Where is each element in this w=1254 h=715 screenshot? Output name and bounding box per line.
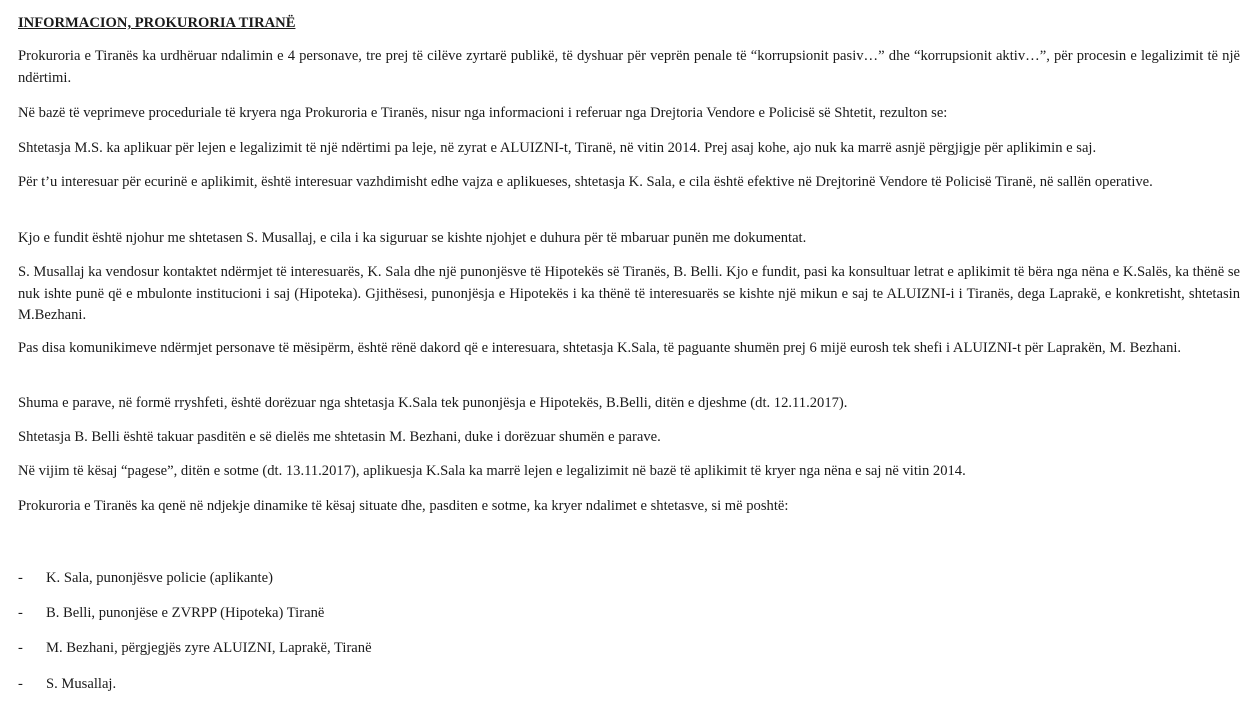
list-item-text: K. Sala, punonjësve policie (aplikante) bbox=[46, 570, 273, 586]
paragraph-7: Pas disa komunikimeve ndërmjet personave të mësipërm, është rënë dakord që e interesuara, shtetasja K.Sala, të paguante shumën prej 6 mijë eurosh tek shefi i ALUIZNI-t për Laprakën, M. Bezhani. bbox=[18, 340, 1182, 356]
list-item-text: S. Musallaj. bbox=[46, 676, 117, 692]
paragraph-8: Shuma e parave, në formë rryshfeti, është dorëzuar nga shtetasja K.Sala tek punonjësja e Hipotekës, B.Belli, ditën e djeshme (dt. 12.11.2017). bbox=[18, 395, 848, 411]
list-dash: - bbox=[18, 570, 23, 586]
list-item-2 bbox=[18, 603, 324, 623]
paragraph-9: Shtetasja B. Belli është takuar pasditën e së dielës me shtetasin M. Bezhani, duke i dorëzuar shumën e parave. bbox=[18, 429, 661, 445]
paragraph-6: S. Musallaj ka vendosur kontaktet ndërmjet të interesuarës, K. Sala dhe një punonjësve të Hipotekës së Tiranës, B. Belli. Kjo e fundit, pasi ka konsultuar letrat e aplikimit të bëra nga nëna e K.Salës, ka thënë se nuk ishte punë që e mbulonte institucioni i saj (Hipoteka). Gjithësesi, punonjësja e Hipotekës i ka thënë të interesuarës se kishte një mikun e saj te ALUIZNI-i i Tiranës, dega Laprakë, e konkretisht, shtetasin M.Bezhani. bbox=[18, 264, 1240, 323]
list-dash: - bbox=[18, 676, 23, 692]
list-item-4 bbox=[18, 674, 116, 694]
paragraph-1: Prokuroria e Tiranës ka urdhëruar ndalimin e 4 personave, tre prej të cilëve zyrtarë publikë, të dyshuar për veprën penale të “korrupsionit pasiv…” dhe “korrupsionit aktiv…”, për procesin e legalizimit të një ndërtimi. bbox=[18, 48, 1240, 86]
list-item-text: B. Belli, punonjëse e ZVRPP (Hipoteka) Tiranë bbox=[46, 605, 325, 621]
paragraph-3: Shtetasja M.S. ka aplikuar për lejen e legalizimit të një ndërtimi pa leje, në zyrat e ALUIZNI-t, Tiranë, në vitin 2014. Prej asaj kohe, ajo nuk ka marrë asnjë përgjigje për aplikimin e saj. bbox=[18, 140, 1097, 156]
paragraph-10: Në vijim të kësaj “pagese”, ditën e sotme (dt. 13.11.2017), aplikuesja K.Sala ka marrë lejen e legalizimit në bazë të aplikimit të kryer nga nëna e saj në vitin 2014. bbox=[18, 463, 966, 479]
list-dash: - bbox=[18, 605, 23, 621]
document-title: INFORMACION, PROKURORIA TIRANË bbox=[18, 15, 296, 31]
list-item-1 bbox=[18, 568, 273, 588]
list-dash: - bbox=[18, 640, 23, 656]
paragraph-2: Në bazë të veprimeve proceduriale të kryera nga Prokuroria e Tiranës, nisur nga informacioni i referuar nga Drejtoria Vendore e Policisë së Shtetit, rezulton se: bbox=[18, 105, 948, 121]
list-item-3 bbox=[18, 638, 372, 658]
paragraph-11: Prokuroria e Tiranës ka qenë në ndjekje dinamike të kësaj situate dhe, pasditen e sotme, ka kryer ndalimet e shtetasve, si më poshtë: bbox=[18, 498, 789, 514]
paragraph-5: Kjo e fundit është njohur me shtetasen S. Musallaj, e cila i ka siguruar se kishte njohjet e duhura për të mbaruar punën me dokumentat. bbox=[18, 230, 807, 246]
paragraph-4: Për t’u interesuar për ecurinë e aplikimit, është interesuar vazhdimisht edhe vajza e aplikueses, shtetasja K. Sala, e cila është efektive në Drejtorinë Vendore të Policisë Tiranë, në sallën operative. bbox=[18, 174, 1153, 190]
list-item-text: M. Bezhani, përgjegjës zyre ALUIZNI, Laprakë, Tiranë bbox=[46, 640, 372, 656]
